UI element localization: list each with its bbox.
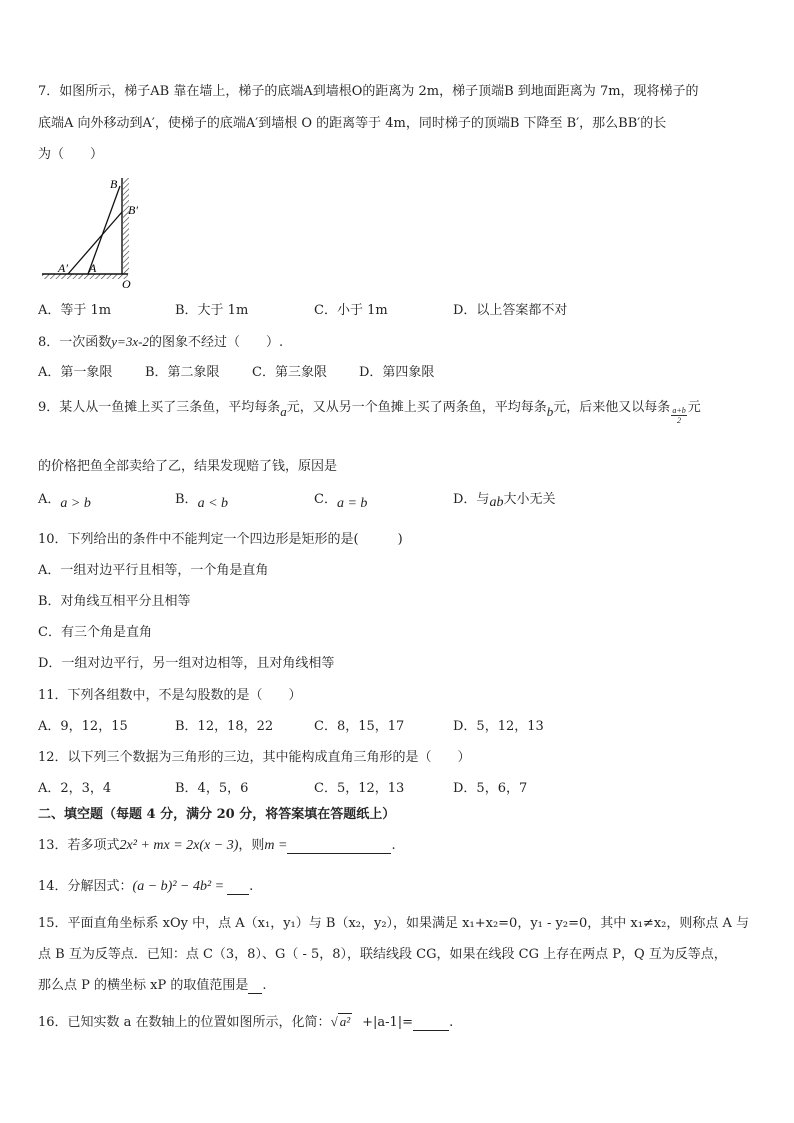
q14-answer-blank[interactable]: [227, 880, 249, 895]
q12-option-a[interactable]: A．2，3，4: [38, 781, 112, 796]
q13-stem: [38, 838, 396, 854]
label-b: B: [110, 177, 118, 191]
q8-suffix: 的图象不经过（ ）.: [148, 335, 284, 350]
q16-answer-blank[interactable]: [413, 1016, 449, 1031]
q12-stem: 12．以下列三个数据为三角形的三边，其中能构成直角三角形的是（ ）: [38, 750, 471, 765]
q13-expr: 2x² + mx = 2x(x − 3): [119, 838, 239, 853]
q9-option-d-tail: 大小无关: [503, 492, 556, 507]
q8-function: y=3x-2: [111, 334, 149, 349]
q8-option-d[interactable]: D．第四象限: [359, 365, 435, 380]
q7-stem-line1: 7．如图所示，梯子AB 靠在墙上，梯子的底端A到墙根O的距离为 2m，梯子顶端B 到地面距离为 7m，现将梯子的: [38, 84, 699, 99]
q7-option-d[interactable]: D．以上答案都不对: [453, 303, 568, 318]
q8-option-c[interactable]: C．第三象限: [252, 365, 327, 380]
q15-stem-line3: [38, 978, 267, 994]
q9-fraction: [671, 406, 686, 425]
q8-option-a[interactable]: A．第一象限: [38, 365, 113, 380]
q9-frac-denominator: 2: [677, 416, 682, 425]
q15-end: .: [262, 978, 267, 993]
q9-option-a[interactable]: [38, 492, 91, 511]
label-b-prime: B′: [128, 203, 138, 217]
wall-hatch: [123, 178, 129, 274]
q10-option-d[interactable]: D．一组对边平行，另一组对边相等，且对角线相等: [38, 656, 335, 671]
q13-mid: ，则: [238, 838, 265, 853]
q16-mid: +|a-1|=: [362, 1015, 414, 1030]
q9-stem-line2: 的价格把鱼全部卖给了乙，结果发现赔了钱，原因是: [38, 459, 338, 474]
label-a: A: [89, 261, 97, 275]
label-a-prime: A′: [58, 261, 68, 275]
q9-option-c[interactable]: [314, 492, 368, 511]
q11-option-c[interactable]: C．8，15，17: [314, 719, 405, 734]
q9-option-d[interactable]: [453, 492, 555, 508]
q8-option-b[interactable]: B．第二象限: [145, 365, 220, 380]
q14-expr: (a − b)² − 4b² =: [132, 879, 225, 894]
q15-answer-blank[interactable]: [248, 979, 262, 994]
q9-option-b-expr: a < b: [197, 496, 229, 511]
q12-option-d[interactable]: D．5，6，7: [453, 781, 528, 796]
section-two-title: 二、填空题（每题 4 分，满分 20 分，将答案填在答题纸上）: [38, 807, 396, 822]
q9-option-b-label: B．: [175, 492, 198, 507]
q10-stem: 10．下列给出的条件中不能判定一个四边形是矩形的是( ): [38, 532, 403, 547]
ladder-figure: [38, 172, 158, 290]
q13-end: .: [391, 838, 396, 853]
ground-hatch: [42, 274, 128, 279]
label-o: O: [122, 277, 131, 290]
q9-option-d-expr: ab: [489, 495, 504, 510]
q9-option-a-expr: a > b: [60, 496, 91, 511]
q9-option-c-label: C．: [314, 492, 337, 507]
q9-option-d-label: D．与: [453, 492, 490, 507]
q11-option-a[interactable]: A．9，12，15: [38, 719, 128, 734]
q12-option-c[interactable]: C．5，12，13: [314, 781, 405, 796]
q8-prefix: 8．一次函数: [38, 335, 112, 350]
q11-option-b[interactable]: B．12，18，22: [175, 719, 274, 734]
q12-option-b[interactable]: B．4，5，6: [175, 781, 249, 796]
q9-stem-line1: [38, 398, 701, 425]
q15-line3-text: 那么点 P 的横坐标 xP 的取值范围是: [38, 978, 249, 993]
q13-answer-blank[interactable]: [287, 839, 391, 854]
q7-stem-line3: 为（ ）: [38, 147, 104, 162]
q9-var-b: b: [546, 404, 554, 419]
q16-prefix: 16．已知实数 a 在数轴上的位置如图所示，化简：: [38, 1015, 331, 1030]
q7-option-c[interactable]: C．小于 1m: [314, 303, 388, 318]
q15-stem-line1: 15．平面直角坐标系 xOy 中，点 A（x₁，y₁）与 B（x₂，y₂），如果满足 x₁+x₂=0，y₁ - y₂=0，其中 x₁≠x₂，则称点 A 与: [38, 916, 750, 931]
q13-prefix: 13．若多项式: [38, 838, 120, 853]
q16-radicand: a²: [339, 1014, 351, 1029]
q9-option-b[interactable]: [175, 492, 229, 511]
q10-option-a[interactable]: A．一组对边平行且相等，一个角是直角: [38, 563, 269, 578]
q9-text1: 9．某人从一鱼摊上买了三条鱼，平均每条: [38, 400, 281, 415]
q9-text2: 元，又从另一个鱼摊上买了两条鱼，平均每条: [286, 400, 547, 415]
q16-end: .: [449, 1015, 454, 1030]
q9-frac-numerator: a+b: [672, 406, 686, 415]
q13-var: m =: [264, 838, 288, 853]
q14-end: .: [249, 879, 254, 894]
q7-option-a[interactable]: A．等于 1m: [38, 303, 112, 318]
q14-stem: [38, 879, 253, 895]
q16-radical: √ a²: [330, 1014, 351, 1029]
q15-stem-line2: 点 B 互为反等点．已知：点 C（3，8）、G（ - 5，8），联结线段 CG，如果在线段 CG 上存在两点 P，Q 互为反等点，: [38, 947, 727, 962]
q8-stem: [38, 334, 283, 351]
q9-text3: 元，后来他又以每条: [553, 400, 671, 415]
q11-option-d[interactable]: D．5，12，13: [453, 719, 544, 734]
q9-option-c-expr: a = b: [336, 496, 368, 511]
q16-stem: [38, 1014, 453, 1031]
q9-text4: 元: [687, 400, 701, 415]
q10-option-c[interactable]: C．有三个角是直角: [38, 625, 152, 640]
q7-stem-line2: 底端A 向外移动到A′，使梯子的底端A′到墙根 O 的距离等于 4m，同时梯子的顶端B 下降至 B′，那么BB′的长: [38, 116, 667, 131]
q9-option-a-label: A．: [38, 492, 61, 507]
q9-var-a: a: [280, 404, 287, 419]
q7-option-b[interactable]: B．大于 1m: [175, 303, 249, 318]
q10-option-b[interactable]: B．对角线互相平分且相等: [38, 594, 191, 609]
q11-stem: 11．下列各组数中，不是勾股数的是（ ）: [38, 688, 302, 703]
q14-prefix: 14．分解因式：: [38, 879, 133, 894]
